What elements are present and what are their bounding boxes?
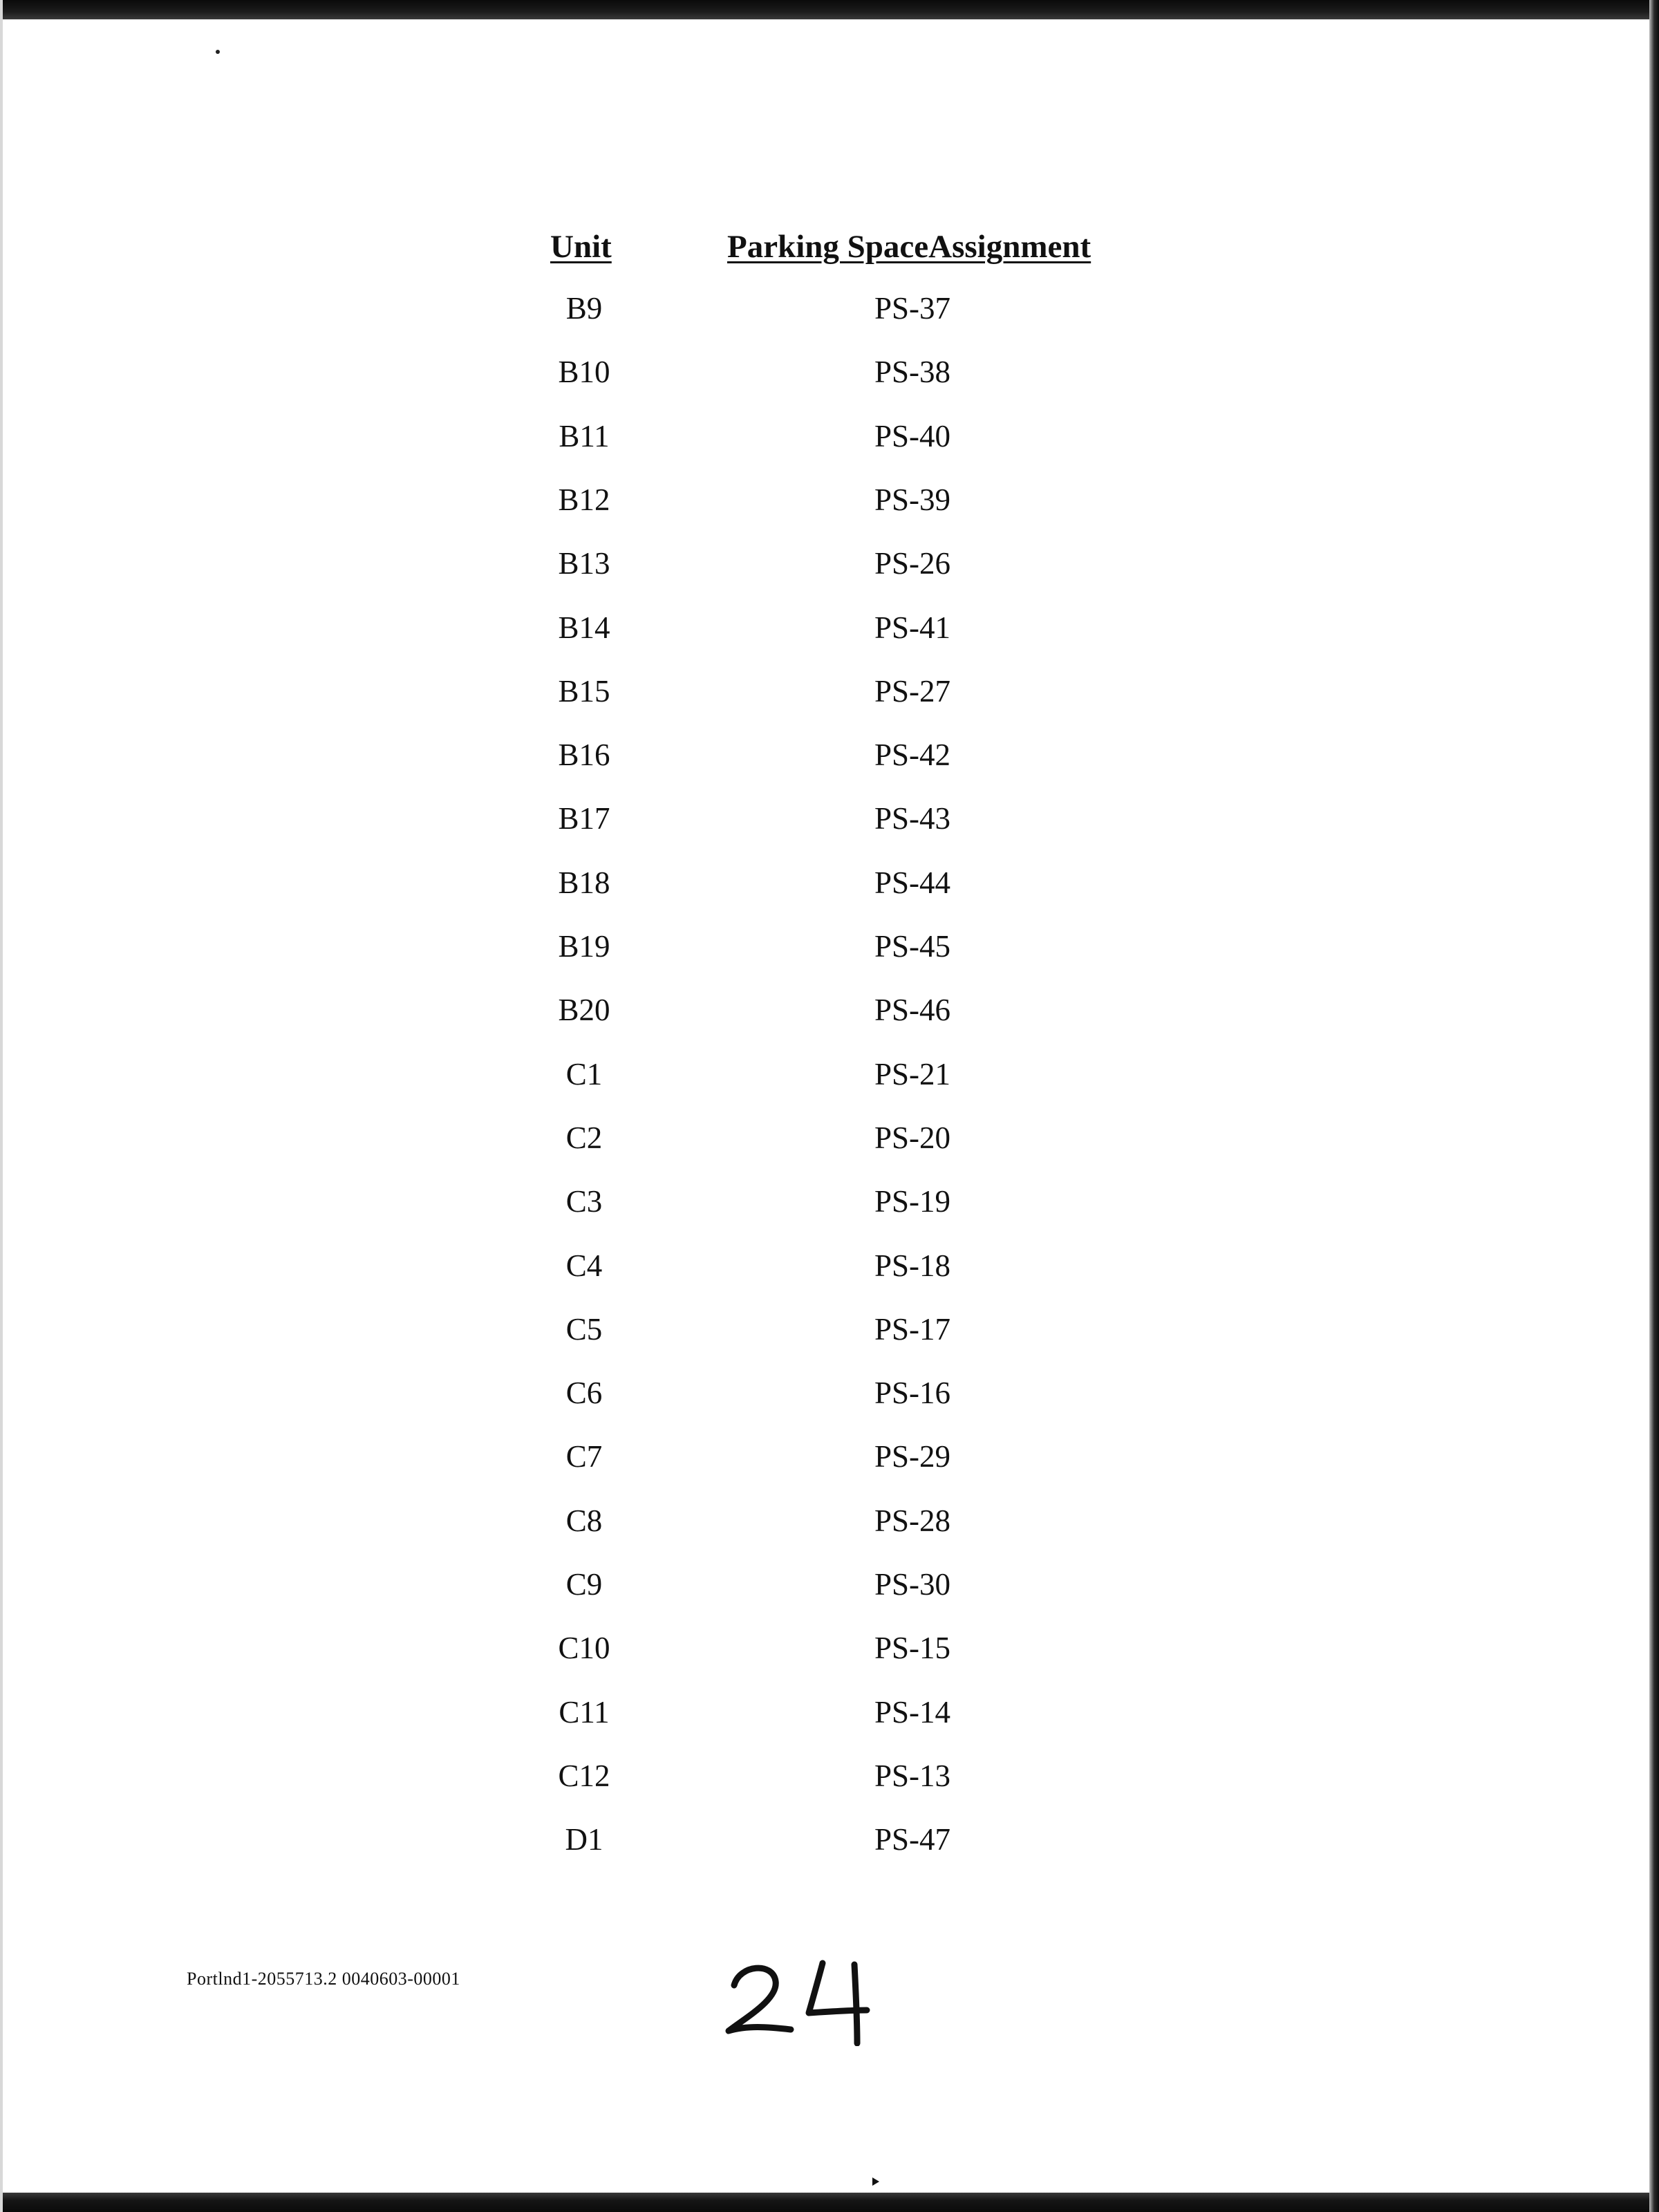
unit-cell: C10 xyxy=(558,1631,610,1666)
table-row xyxy=(0,610,1659,651)
unit-cell: B12 xyxy=(558,482,610,517)
table-row xyxy=(0,928,1659,970)
unit-cell: C1 xyxy=(565,1056,603,1091)
unit-cell: B18 xyxy=(558,865,610,900)
parking-space-cell: PS-40 xyxy=(874,418,951,453)
unit-cell: B16 xyxy=(558,738,610,773)
unit-cell: C4 xyxy=(565,1248,603,1283)
document-reference: Portlnd1-2055713.2 0040603-00001 xyxy=(187,1969,460,1989)
parking-space-cell: PS-15 xyxy=(874,1631,951,1666)
table-row xyxy=(0,673,1659,715)
table-row xyxy=(0,800,1659,842)
parking-space-cell: PS-44 xyxy=(874,865,951,900)
unit-cell: B13 xyxy=(558,546,610,581)
table-row xyxy=(0,1120,1659,1161)
table-row xyxy=(0,290,1659,332)
parking-space-cell: PS-42 xyxy=(874,738,951,773)
table-row xyxy=(0,1056,1659,1098)
table-row xyxy=(0,1248,1659,1289)
unit-cell: B19 xyxy=(558,929,610,964)
table-row xyxy=(0,1758,1659,1799)
table-row xyxy=(0,1311,1659,1353)
unit-cell: C11 xyxy=(559,1694,610,1730)
table-row xyxy=(0,1630,1659,1671)
table-row xyxy=(0,354,1659,395)
parking-space-cell: PS-27 xyxy=(874,673,951,709)
parking-space-cell: PS-26 xyxy=(874,546,951,581)
unit-cell: C6 xyxy=(565,1376,603,1411)
parking-space-cell: PS-46 xyxy=(874,993,951,1028)
unit-cell: B11 xyxy=(559,418,610,453)
table-row xyxy=(0,1566,1659,1608)
unit-cell: C8 xyxy=(565,1503,603,1538)
parking-space-cell: PS-16 xyxy=(874,1376,951,1411)
unit-cell: C9 xyxy=(565,1567,603,1602)
parking-space-cell: PS-19 xyxy=(874,1184,951,1219)
parking-space-cell: PS-41 xyxy=(874,610,951,645)
parking-space-cell: PS-38 xyxy=(874,355,951,390)
unit-cell: B14 xyxy=(558,610,610,645)
parking-space-cell: PS-47 xyxy=(874,1822,951,1857)
table-row xyxy=(0,1438,1659,1480)
unit-cell: D1 xyxy=(565,1822,603,1857)
handwritten-page-number xyxy=(719,1949,871,2046)
parking-space-cell: PS-21 xyxy=(874,1056,951,1091)
unit-cell: B15 xyxy=(558,673,610,709)
table-row xyxy=(0,545,1659,587)
table-row xyxy=(0,1694,1659,1736)
unit-cell: B10 xyxy=(558,355,610,390)
table-row xyxy=(0,1821,1659,1863)
parking-space-cell: PS-37 xyxy=(874,291,951,326)
parking-space-cell: PS-39 xyxy=(874,482,951,517)
table-row xyxy=(0,418,1659,460)
unit-cell: B17 xyxy=(558,801,610,836)
parking-space-cell: PS-14 xyxy=(874,1694,951,1730)
table-row xyxy=(0,1375,1659,1416)
unit-cell: B9 xyxy=(565,291,603,326)
parking-space-cell: PS-43 xyxy=(874,801,951,836)
table-row xyxy=(0,482,1659,523)
unit-cell: C7 xyxy=(565,1439,603,1474)
table-row xyxy=(0,1503,1659,1544)
parking-space-cell: PS-17 xyxy=(874,1311,951,1347)
parking-space-cell: PS-20 xyxy=(874,1120,951,1155)
unit-cell: B20 xyxy=(558,993,610,1028)
parking-space-cell: PS-29 xyxy=(874,1439,951,1474)
column-header-unit: Unit xyxy=(550,229,612,265)
unit-cell: C12 xyxy=(558,1758,610,1793)
table-row xyxy=(0,1183,1659,1225)
scan-mark xyxy=(872,2177,879,2186)
unit-cell: C2 xyxy=(565,1120,603,1155)
unit-cell: C3 xyxy=(565,1184,603,1219)
table-row xyxy=(0,865,1659,906)
table-row xyxy=(0,737,1659,778)
unit-cell: C5 xyxy=(565,1311,603,1347)
parking-space-cell: PS-18 xyxy=(874,1248,951,1283)
parking-space-cell: PS-13 xyxy=(874,1758,951,1793)
parking-space-cell: PS-28 xyxy=(874,1503,951,1538)
parking-space-cell: PS-45 xyxy=(874,929,951,964)
parking-space-cell: PS-30 xyxy=(874,1567,951,1602)
column-header-parking-space-assignment: Parking SpaceAssignment xyxy=(727,229,1091,265)
table-row xyxy=(0,992,1659,1033)
